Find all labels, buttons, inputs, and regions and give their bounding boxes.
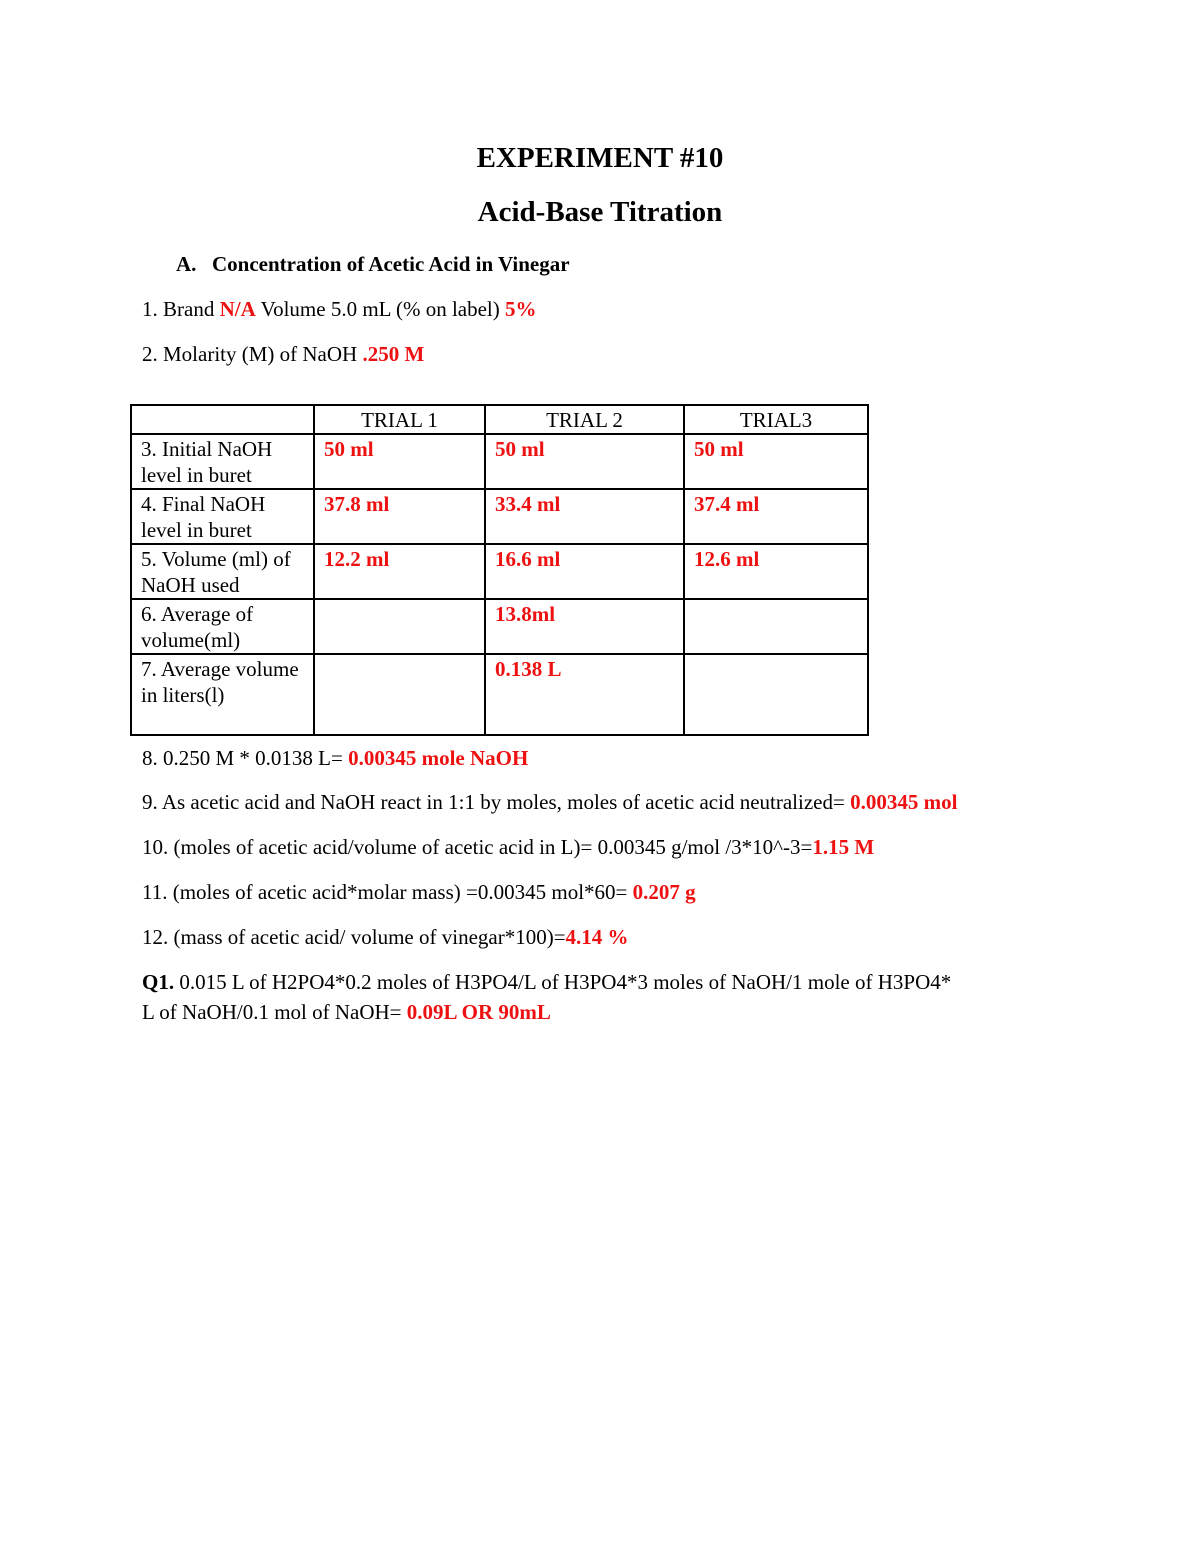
table-cell: 37.8 ml [314, 489, 485, 544]
line-2-label: 2. Molarity (M) of NaOH [142, 342, 363, 366]
titration-table [130, 404, 869, 736]
table-cell [314, 654, 485, 735]
q1-answer: 0.09L OR 90mL [406, 1000, 551, 1024]
line-2 [142, 342, 424, 367]
table-header-cell: TRIAL3 [684, 405, 868, 434]
q1-text-1: 0.015 L of H2PO4*0.2 moles of H3PO4/L of H3PO4*3 moles of NaOH/1 mole of H3PO4* [174, 970, 952, 994]
table-row [131, 489, 868, 544]
line-1 [142, 297, 537, 322]
line-11-answer: 0.207 g [632, 880, 696, 904]
table-cell: 50 ml [314, 434, 485, 489]
row-label: 7. Average volume in liters(l) [131, 654, 314, 735]
line-12-answer: 4.14 % [565, 925, 629, 949]
molarity-value: .250 M [362, 342, 425, 366]
line-8 [142, 746, 528, 771]
line-1-label2: Volume 5.0 mL (% on label) [255, 297, 505, 321]
table-row [131, 544, 868, 599]
table-header-row [131, 405, 868, 434]
table-cell: 0.138 L [485, 654, 684, 735]
line-1-label1: 1. Brand [142, 297, 220, 321]
section-heading [176, 252, 570, 277]
table-cell [314, 599, 485, 654]
table-cell [684, 654, 868, 735]
table-row [131, 654, 868, 735]
table-header-cell [131, 405, 314, 434]
table-cell: 13.8ml [485, 599, 684, 654]
page-subtitle: Acid-Base Titration [477, 196, 723, 228]
line-9 [142, 790, 957, 815]
table-header-cell: TRIAL 1 [314, 405, 485, 434]
table-row [131, 599, 868, 654]
brand-value: N/A [219, 297, 256, 321]
line-8-answer: 0.00345 mole NaOH [348, 746, 529, 770]
percent-value: 5% [505, 297, 537, 321]
line-9-answer: 0.00345 mol [850, 790, 958, 814]
table-cell: 50 ml [684, 434, 868, 489]
table-cell: 37.4 ml [684, 489, 868, 544]
line-12 [142, 925, 629, 950]
row-label: 3. Initial NaOH level in buret [131, 434, 314, 489]
page-title: EXPERIMENT #10 [476, 142, 724, 174]
section-letter: A. [176, 252, 197, 276]
q1-label: Q1. [142, 970, 175, 994]
table-row [131, 434, 868, 489]
table-cell: 12.6 ml [684, 544, 868, 599]
row-label: 5. Volume (ml) of NaOH used [131, 544, 314, 599]
section-heading-text: Concentration of Acetic Acid in Vinegar [212, 252, 570, 276]
row-label: 6. Average of volume(ml) [131, 599, 314, 654]
line-9-text: 9. As acetic acid and NaOH react in 1:1 by moles, moles of acetic acid neutralized= [142, 790, 851, 814]
line-11-text: 11. (moles of acetic acid*molar mass) =0.00345 mol*60= [142, 880, 633, 904]
table-cell: 33.4 ml [485, 489, 684, 544]
table-cell: 12.2 ml [314, 544, 485, 599]
line-10 [142, 835, 874, 860]
line-10-answer: 1.15 M [812, 835, 875, 859]
table-cell: 50 ml [485, 434, 684, 489]
table-cell: 16.6 ml [485, 544, 684, 599]
line-12-text: 12. (mass of acetic acid/ volume of vinegar*100)= [142, 925, 566, 949]
q1-line-1 [142, 970, 951, 995]
table-header-cell: TRIAL 2 [485, 405, 684, 434]
q1-line-2 [142, 1000, 551, 1025]
line-11 [142, 880, 696, 905]
line-10-text: 10. (moles of acetic acid/volume of acetic acid in L)= 0.00345 g/mol /3*10^-3= [142, 835, 813, 859]
row-label: 4. Final NaOH level in buret [131, 489, 314, 544]
q1-text-2: L of NaOH/0.1 mol of NaOH= [142, 1000, 407, 1024]
table-cell [684, 599, 868, 654]
line-8-text: 8. 0.250 M * 0.0138 L= [142, 746, 349, 770]
